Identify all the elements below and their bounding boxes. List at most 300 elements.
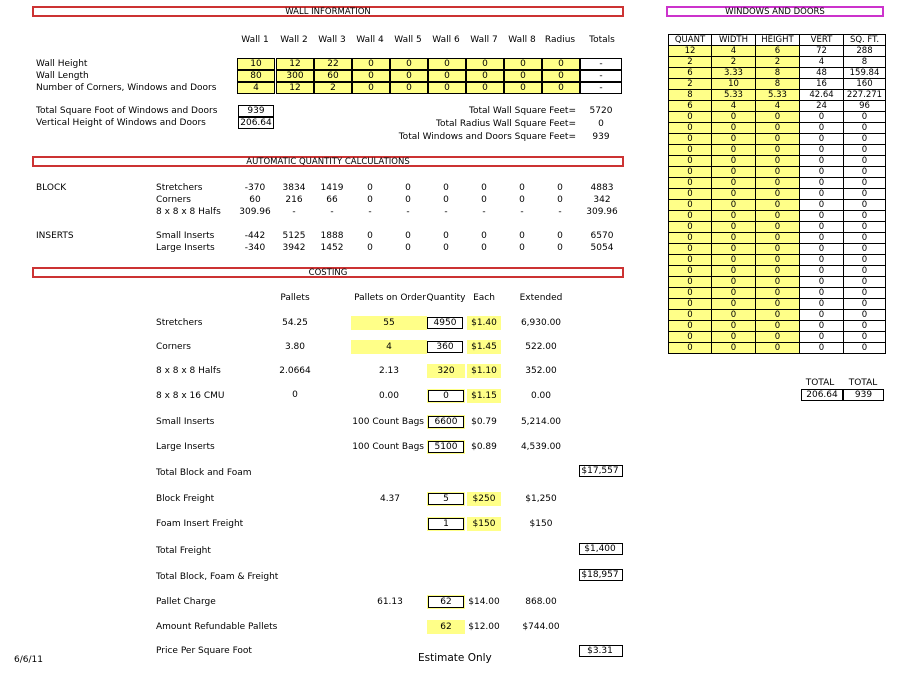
wd-input-cell[interactable]: 0 [669,145,712,156]
wall-input-cell[interactable]: 0 [504,82,542,94]
wd-row [669,277,886,288]
wd-calc-cell: 0 [800,288,844,299]
wall-input-cell[interactable]: 300 [276,70,314,82]
wd-input-cell[interactable]: 0 [669,123,712,134]
wd-calc-cell: 0 [800,200,844,211]
auto-value-cell: 0 [519,231,525,241]
wd-input-cell[interactable]: 0 [712,178,756,189]
auto-value-cell: 0 [443,243,449,253]
wd-input-cell[interactable]: 0 [712,156,756,167]
total-sqft-wd-label: Total Square Foot of Windows and Doors [36,106,218,116]
wd-input-cell[interactable]: 2 [669,79,712,90]
wd-input-cell[interactable]: 0 [756,299,800,310]
wd-calc-cell: 72 [800,46,844,57]
wd-calc-cell: 0 [844,123,886,134]
windows-doors-title: WINDOWS AND DOORS [725,7,825,17]
wd-header-cell: SQ. FT. [844,35,886,46]
wd-calc-cell: 0 [800,244,844,255]
wd-input-cell[interactable]: 0 [669,112,712,123]
wd-header-cell: WIDTH [712,35,756,46]
wd-input-cell[interactable]: 0 [712,112,756,123]
cost-halfs-qty[interactable]: 320 [427,364,465,378]
wd-input-cell[interactable]: 5.33 [712,90,756,101]
costing-header [32,267,624,278]
auto-value-cell: 0 [519,183,525,193]
wd-calc-cell: 0 [800,266,844,277]
wd-calc-cell: 0 [800,277,844,288]
wd-input-cell[interactable]: 0 [669,156,712,167]
auto-qty-header [32,156,624,167]
wd-calc-cell: 0 [800,123,844,134]
wd-input-cell[interactable]: 0 [756,156,800,167]
auto-value-cell: - [558,207,562,217]
wd-calc-cell: 0 [800,299,844,310]
cost-small-inserts-ext: 5,214.00 [520,417,562,427]
cost-halfs-each[interactable]: $1.10 [467,364,501,378]
wd-row [669,310,886,321]
wall-input-cell[interactable]: 0 [390,70,428,82]
auto-value-cell: 0 [557,183,563,193]
wd-input-cell[interactable]: 8 [756,79,800,90]
cost-small-inserts-qty[interactable]: 6600 [428,416,464,428]
foam-freight-ext: $150 [529,519,553,529]
cost-cmu-ext: 0.00 [530,391,552,401]
wall-input-cell[interactable]: 80 [237,70,275,82]
wall-col-header: Wall 7 [470,35,498,45]
cost-small-inserts-label: Small Inserts [156,417,215,427]
wd-row [669,211,886,222]
wd-input-cell[interactable]: 0 [756,244,800,255]
wall-input-cell[interactable]: 12 [276,82,314,94]
wd-input-cell[interactable]: 4 [712,101,756,112]
wall-input-cell[interactable]: 0 [390,58,428,70]
auto-value-cell: 0 [481,195,487,205]
auto-total-cell: 6570 [590,231,614,241]
wd-input-cell[interactable]: 10 [712,79,756,90]
wd-input-cell[interactable]: 0 [669,178,712,189]
auto-value-cell: -370 [244,183,266,193]
wd-row [669,101,886,112]
wd-calc-cell: 0 [844,112,886,123]
cost-large-inserts-each: $0.89 [471,442,497,452]
cost-halfs-ext: 352.00 [525,366,557,376]
wd-input-cell[interactable]: 8 [669,90,712,101]
wall-input-cell[interactable]: 0 [504,70,542,82]
wd-input-cell[interactable]: 0 [669,222,712,233]
cost-large-inserts-bags: 100 Count Bags [352,442,424,452]
refund-pallets-qty[interactable]: 62 [427,620,465,634]
wall-input-cell[interactable]: 0 [390,82,428,94]
wd-input-cell[interactable]: 0 [669,266,712,277]
wd-row [669,57,886,68]
wd-input-cell[interactable]: 5.33 [756,90,800,101]
wd-input-cell[interactable]: 0 [669,332,712,343]
auto-row-label: Small Inserts [156,231,215,241]
cost-halfs-label: 8 x 8 x 8 Halfs [156,366,221,376]
wd-input-cell[interactable]: 0 [712,266,756,277]
wall-information-title: WALL INFORMATION [285,7,371,17]
wd-row [669,68,886,79]
wall-input-cell[interactable]: 0 [466,70,504,82]
wd-input-cell[interactable]: 8 [756,68,800,79]
foam-freight-each[interactable]: $150 [467,517,501,531]
total-wall-sqft-label: Total Wall Square Feet= [469,106,576,116]
cost-stretchers-pallets: 54.25 [282,318,308,328]
cost-corners-on-order[interactable]: 4 [351,340,427,354]
wall-total-cell: - [580,58,622,70]
auto-qty-title: AUTOMATIC QUANTITY CALCULATIONS [246,157,410,167]
wd-calc-cell: 0 [844,321,886,332]
wd-input-cell[interactable]: 0 [756,211,800,222]
wd-calc-cell: 8 [844,57,886,68]
wd-input-cell[interactable]: 0 [712,167,756,178]
wd-row [669,332,886,343]
wd-header-cell: HEIGHT [756,35,800,46]
wd-input-cell[interactable]: 0 [669,200,712,211]
cost-stretchers-qty[interactable]: 4950 [427,317,463,329]
wd-row [669,189,886,200]
wd-input-cell[interactable]: 0 [712,134,756,145]
wd-input-cell[interactable]: 0 [756,255,800,266]
refund-pallets-ext: $744.00 [522,622,560,632]
wd-row [669,200,886,211]
block-freight-each[interactable]: $250 [467,492,501,506]
block-freight-label: Block Freight [156,494,215,504]
wall-col-header: Wall 5 [394,35,422,45]
wd-header-cell: VERT [800,35,844,46]
auto-value-cell: - [406,207,410,217]
wall-input-cell[interactable]: 0 [428,82,466,94]
wd-input-cell[interactable]: 0 [669,189,712,200]
wd-calc-cell: 16 [800,79,844,90]
footer-date: 6/6/11 [14,655,43,665]
wall-input-cell[interactable]: 0 [466,58,504,70]
auto-value-cell: 0 [405,231,411,241]
wall-input-cell[interactable]: 0 [428,58,466,70]
wall-input-cell[interactable]: 10 [237,58,275,70]
wd-row [669,156,886,167]
wall-col-header: Wall 4 [356,35,384,45]
auto-row-label: Large Inserts [156,243,215,253]
foam-freight-label: Foam Insert Freight [156,519,244,529]
auto-total-cell: 309.96 [586,207,618,217]
wd-calc-cell: 0 [844,299,886,310]
wd-input-cell[interactable]: 0 [669,233,712,244]
cost-large-inserts-label: Large Inserts [156,442,215,452]
auto-value-cell: 0 [367,183,373,193]
wd-calc-cell: 288 [844,46,886,57]
wd-calc-cell: 0 [844,310,886,321]
wd-calc-cell: 0 [844,332,886,343]
pallet-charge-label: Pallet Charge [156,597,216,607]
total-sqft-wd-value[interactable]: 939 [238,105,274,117]
auto-value-cell: 0 [481,183,487,193]
cost-halfs-on-order: 2.13 [378,366,400,376]
auto-value-cell: 3834 [282,183,306,193]
wd-input-cell[interactable]: 0 [712,288,756,299]
total-bff-value: $18,957 [579,569,623,581]
wd-calc-cell: 24 [800,101,844,112]
wd-input-cell[interactable]: 0 [756,134,800,145]
cost-corners-each[interactable]: $1.45 [467,340,501,354]
cost-cmu-qty[interactable]: 0 [428,390,464,402]
wd-input-cell[interactable]: 0 [756,288,800,299]
wd-input-cell[interactable]: 0 [669,288,712,299]
wall-input-cell[interactable]: 0 [352,70,390,82]
wd-input-cell[interactable]: 0 [756,222,800,233]
wd-input-cell[interactable]: 0 [712,233,756,244]
cost-cmu-label: 8 x 8 x 16 CMU [156,391,225,401]
cost-stretchers-ext: 6,930.00 [520,318,562,328]
wd-input-cell[interactable]: 0 [756,277,800,288]
auto-value-cell: 309.96 [239,207,271,217]
wd-input-cell[interactable]: 0 [712,310,756,321]
auto-total-cell: 5054 [590,243,614,253]
wd-input-cell[interactable]: 0 [756,123,800,134]
wall-col-header: Radius [544,35,576,45]
auto-value-cell: 0 [443,195,449,205]
wall-input-cell[interactable]: 0 [504,58,542,70]
wd-input-cell[interactable]: 0 [712,244,756,255]
auto-value-cell: - [368,207,372,217]
auto-value-cell: - [482,207,486,217]
wall-input-cell[interactable]: 12 [276,58,314,70]
wd-calc-cell: 42.64 [800,90,844,101]
wall-input-cell[interactable]: 4 [237,82,275,94]
wd-input-cell[interactable]: 0 [756,167,800,178]
wd-input-cell[interactable]: 2 [712,57,756,68]
pallet-charge-pallets: 61.13 [377,597,403,607]
wd-calc-cell: 0 [800,112,844,123]
wd-row [669,222,886,233]
wall-input-cell[interactable]: 60 [314,70,352,82]
wd-input-cell[interactable]: 0 [756,343,800,354]
cost-cmu-each[interactable]: $1.15 [467,389,501,403]
wd-calc-cell: 4 [800,57,844,68]
wd-row [669,178,886,189]
costing-header-each: Each [473,293,495,303]
cost-large-inserts-qty[interactable]: 5100 [428,441,464,453]
wd-total-vert: 206.64 [801,389,843,401]
wd-calc-cell: 160 [844,79,886,90]
auto-value-cell: 0 [519,195,525,205]
wall-input-cell[interactable]: 22 [314,58,352,70]
wd-calc-cell: 0 [844,277,886,288]
wd-input-cell[interactable]: 2 [669,57,712,68]
wd-input-cell[interactable]: 0 [669,277,712,288]
block-freight-pallets: 4.37 [379,494,401,504]
wall-row-label: Wall Length [36,71,89,81]
vert-height-label: Vertical Height of Windows and Doors [36,118,206,128]
auto-value-cell: 5125 [282,231,306,241]
wd-input-cell[interactable]: 0 [756,310,800,321]
wd-header-cell: QUANT [669,35,712,46]
wall-input-cell[interactable]: 2 [314,82,352,94]
costing-title: COSTING [308,268,348,278]
wd-calc-cell: 0 [844,178,886,189]
wall-input-cell[interactable]: 0 [352,58,390,70]
wall-row-label: Number of Corners, Windows and Doors [36,83,217,93]
auto-value-cell: 1419 [320,183,344,193]
wall-input-cell[interactable]: 0 [466,82,504,94]
wd-input-cell[interactable]: 0 [756,266,800,277]
wall-col-header: Wall 6 [432,35,460,45]
auto-total-cell: 4883 [590,183,614,193]
wd-calc-cell: 0 [800,134,844,145]
wd-input-cell[interactable]: 0 [712,343,756,354]
cost-stretchers-each[interactable]: $1.40 [467,316,501,330]
auto-value-cell: 0 [443,231,449,241]
wall-col-header: Wall 2 [280,35,308,45]
auto-value-cell: 3942 [282,243,306,253]
wd-input-cell[interactable]: 0 [712,321,756,332]
wd-row [669,343,886,354]
wd-input-cell[interactable]: 0 [669,343,712,354]
wall-input-cell[interactable]: 0 [352,82,390,94]
wd-calc-cell: 0 [844,167,886,178]
total-freight-label: Total Freight [156,546,211,556]
wd-input-cell[interactable]: 0 [669,299,712,310]
wd-calc-cell: 0 [844,156,886,167]
cost-small-inserts-bags: 100 Count Bags [352,417,424,427]
wd-input-cell[interactable]: 0 [712,200,756,211]
wd-input-cell[interactable]: 0 [756,332,800,343]
vert-height-value[interactable]: 206.64 [238,117,274,129]
wd-input-cell[interactable]: 6 [669,101,712,112]
pallet-charge-qty[interactable]: 62 [428,596,464,608]
wd-calc-cell: 0 [800,156,844,167]
cost-corners-qty[interactable]: 360 [427,341,463,353]
wd-total-sqft: 939 [843,389,884,401]
wd-row [669,90,886,101]
auto-row-label: Stretchers [156,183,203,193]
auto-value-cell: -340 [244,243,266,253]
wd-input-cell[interactable]: 0 [669,134,712,145]
auto-value-cell: 0 [481,231,487,241]
wall-information-header [32,6,624,17]
wd-input-cell[interactable]: 4 [712,46,756,57]
wd-input-cell[interactable]: 0 [669,310,712,321]
foam-freight-qty[interactable]: 1 [428,518,464,530]
wd-calc-cell: 48 [800,68,844,79]
wd-calc-cell: 0 [800,310,844,321]
wd-input-cell[interactable]: 6 [669,68,712,79]
wd-input-cell[interactable]: 0 [712,299,756,310]
cost-stretchers-label: Stretchers [156,318,203,328]
auto-value-cell: - [520,207,524,217]
auto-value-cell: 216 [285,195,303,205]
wd-input-cell[interactable]: 0 [712,222,756,233]
wd-input-cell[interactable]: 2 [756,57,800,68]
wd-calc-cell: 0 [800,222,844,233]
wd-input-cell[interactable]: 4 [756,101,800,112]
wd-input-cell[interactable]: 0 [756,145,800,156]
windows-doors-header [666,6,884,17]
wd-input-cell[interactable]: 3.33 [712,68,756,79]
auto-value-cell: 0 [519,243,525,253]
wd-input-cell[interactable]: 0 [669,321,712,332]
pallet-charge-ext: 868.00 [525,597,557,607]
wd-input-cell[interactable]: 0 [712,145,756,156]
wd-input-cell[interactable]: 0 [712,211,756,222]
wd-input-cell[interactable]: 0 [712,123,756,134]
wd-input-cell[interactable]: 12 [669,46,712,57]
wd-calc-cell: 0 [800,343,844,354]
wd-input-cell[interactable]: 0 [669,167,712,178]
wd-input-cell[interactable]: 0 [712,277,756,288]
wd-row [669,233,886,244]
wd-calc-cell: 0 [844,255,886,266]
wd-row [669,167,886,178]
pallet-charge-each: $14.00 [468,597,500,607]
wd-input-cell[interactable]: 0 [756,200,800,211]
wd-row [669,46,886,57]
wall-input-cell[interactable]: 0 [542,82,580,94]
wd-calc-cell: 0 [800,321,844,332]
total-wd-sqft-value: 939 [592,132,610,142]
wd-input-cell[interactable]: 0 [756,178,800,189]
wd-row [669,244,886,255]
auto-value-cell: 0 [367,231,373,241]
wd-input-cell[interactable]: 0 [756,321,800,332]
wd-calc-cell: 0 [844,200,886,211]
block-freight-qty[interactable]: 5 [428,493,464,505]
auto-value-cell: 66 [326,195,338,205]
wd-input-cell[interactable]: 0 [756,189,800,200]
footer-estimate: Estimate Only [418,652,492,664]
wd-input-cell[interactable]: 0 [756,112,800,123]
wd-input-cell[interactable]: 0 [712,332,756,343]
wd-calc-cell: 0 [844,343,886,354]
wd-calc-cell: 96 [844,101,886,112]
wd-input-cell[interactable]: 0 [669,211,712,222]
wd-input-cell[interactable]: 6 [756,46,800,57]
wd-row [669,123,886,134]
wd-input-cell[interactable]: 0 [669,244,712,255]
wd-input-cell[interactable]: 0 [712,255,756,266]
auto-group-label: BLOCK [36,183,67,193]
wall-input-cell[interactable]: 0 [542,58,580,70]
wd-calc-cell: 0 [844,145,886,156]
wall-row-label: Wall Height [36,59,88,69]
wd-calc-cell: 0 [800,211,844,222]
wd-calc-cell: 0 [844,288,886,299]
wd-calc-cell: 0 [844,266,886,277]
wall-input-cell[interactable]: 0 [428,70,466,82]
costing-header-on-order: Pallets on Order [354,293,426,303]
wd-input-cell[interactable]: 0 [756,233,800,244]
wall-col-header: Wall 1 [241,35,269,45]
auto-value-cell: 0 [367,243,373,253]
auto-value-cell: 0 [443,183,449,193]
auto-value-cell: 1888 [320,231,344,241]
wd-row [669,112,886,123]
auto-value-cell: 0 [481,243,487,253]
cost-corners-ext: 522.00 [525,342,557,352]
wall-input-cell[interactable]: 0 [542,70,580,82]
cost-cmu-on-order: 0.00 [378,391,400,401]
auto-value-cell: 1452 [320,243,344,253]
wall-col-header: Wall 8 [508,35,536,45]
auto-value-cell: - [330,207,334,217]
wd-input-cell[interactable]: 0 [712,189,756,200]
wall-col-header: Wall 3 [318,35,346,45]
wall-col-header: Totals [589,35,615,45]
cost-stretchers-on-order[interactable]: 55 [351,316,427,330]
wd-calc-cell: 0 [844,222,886,233]
wd-input-cell[interactable]: 0 [669,255,712,266]
auto-value-cell: 0 [557,231,563,241]
